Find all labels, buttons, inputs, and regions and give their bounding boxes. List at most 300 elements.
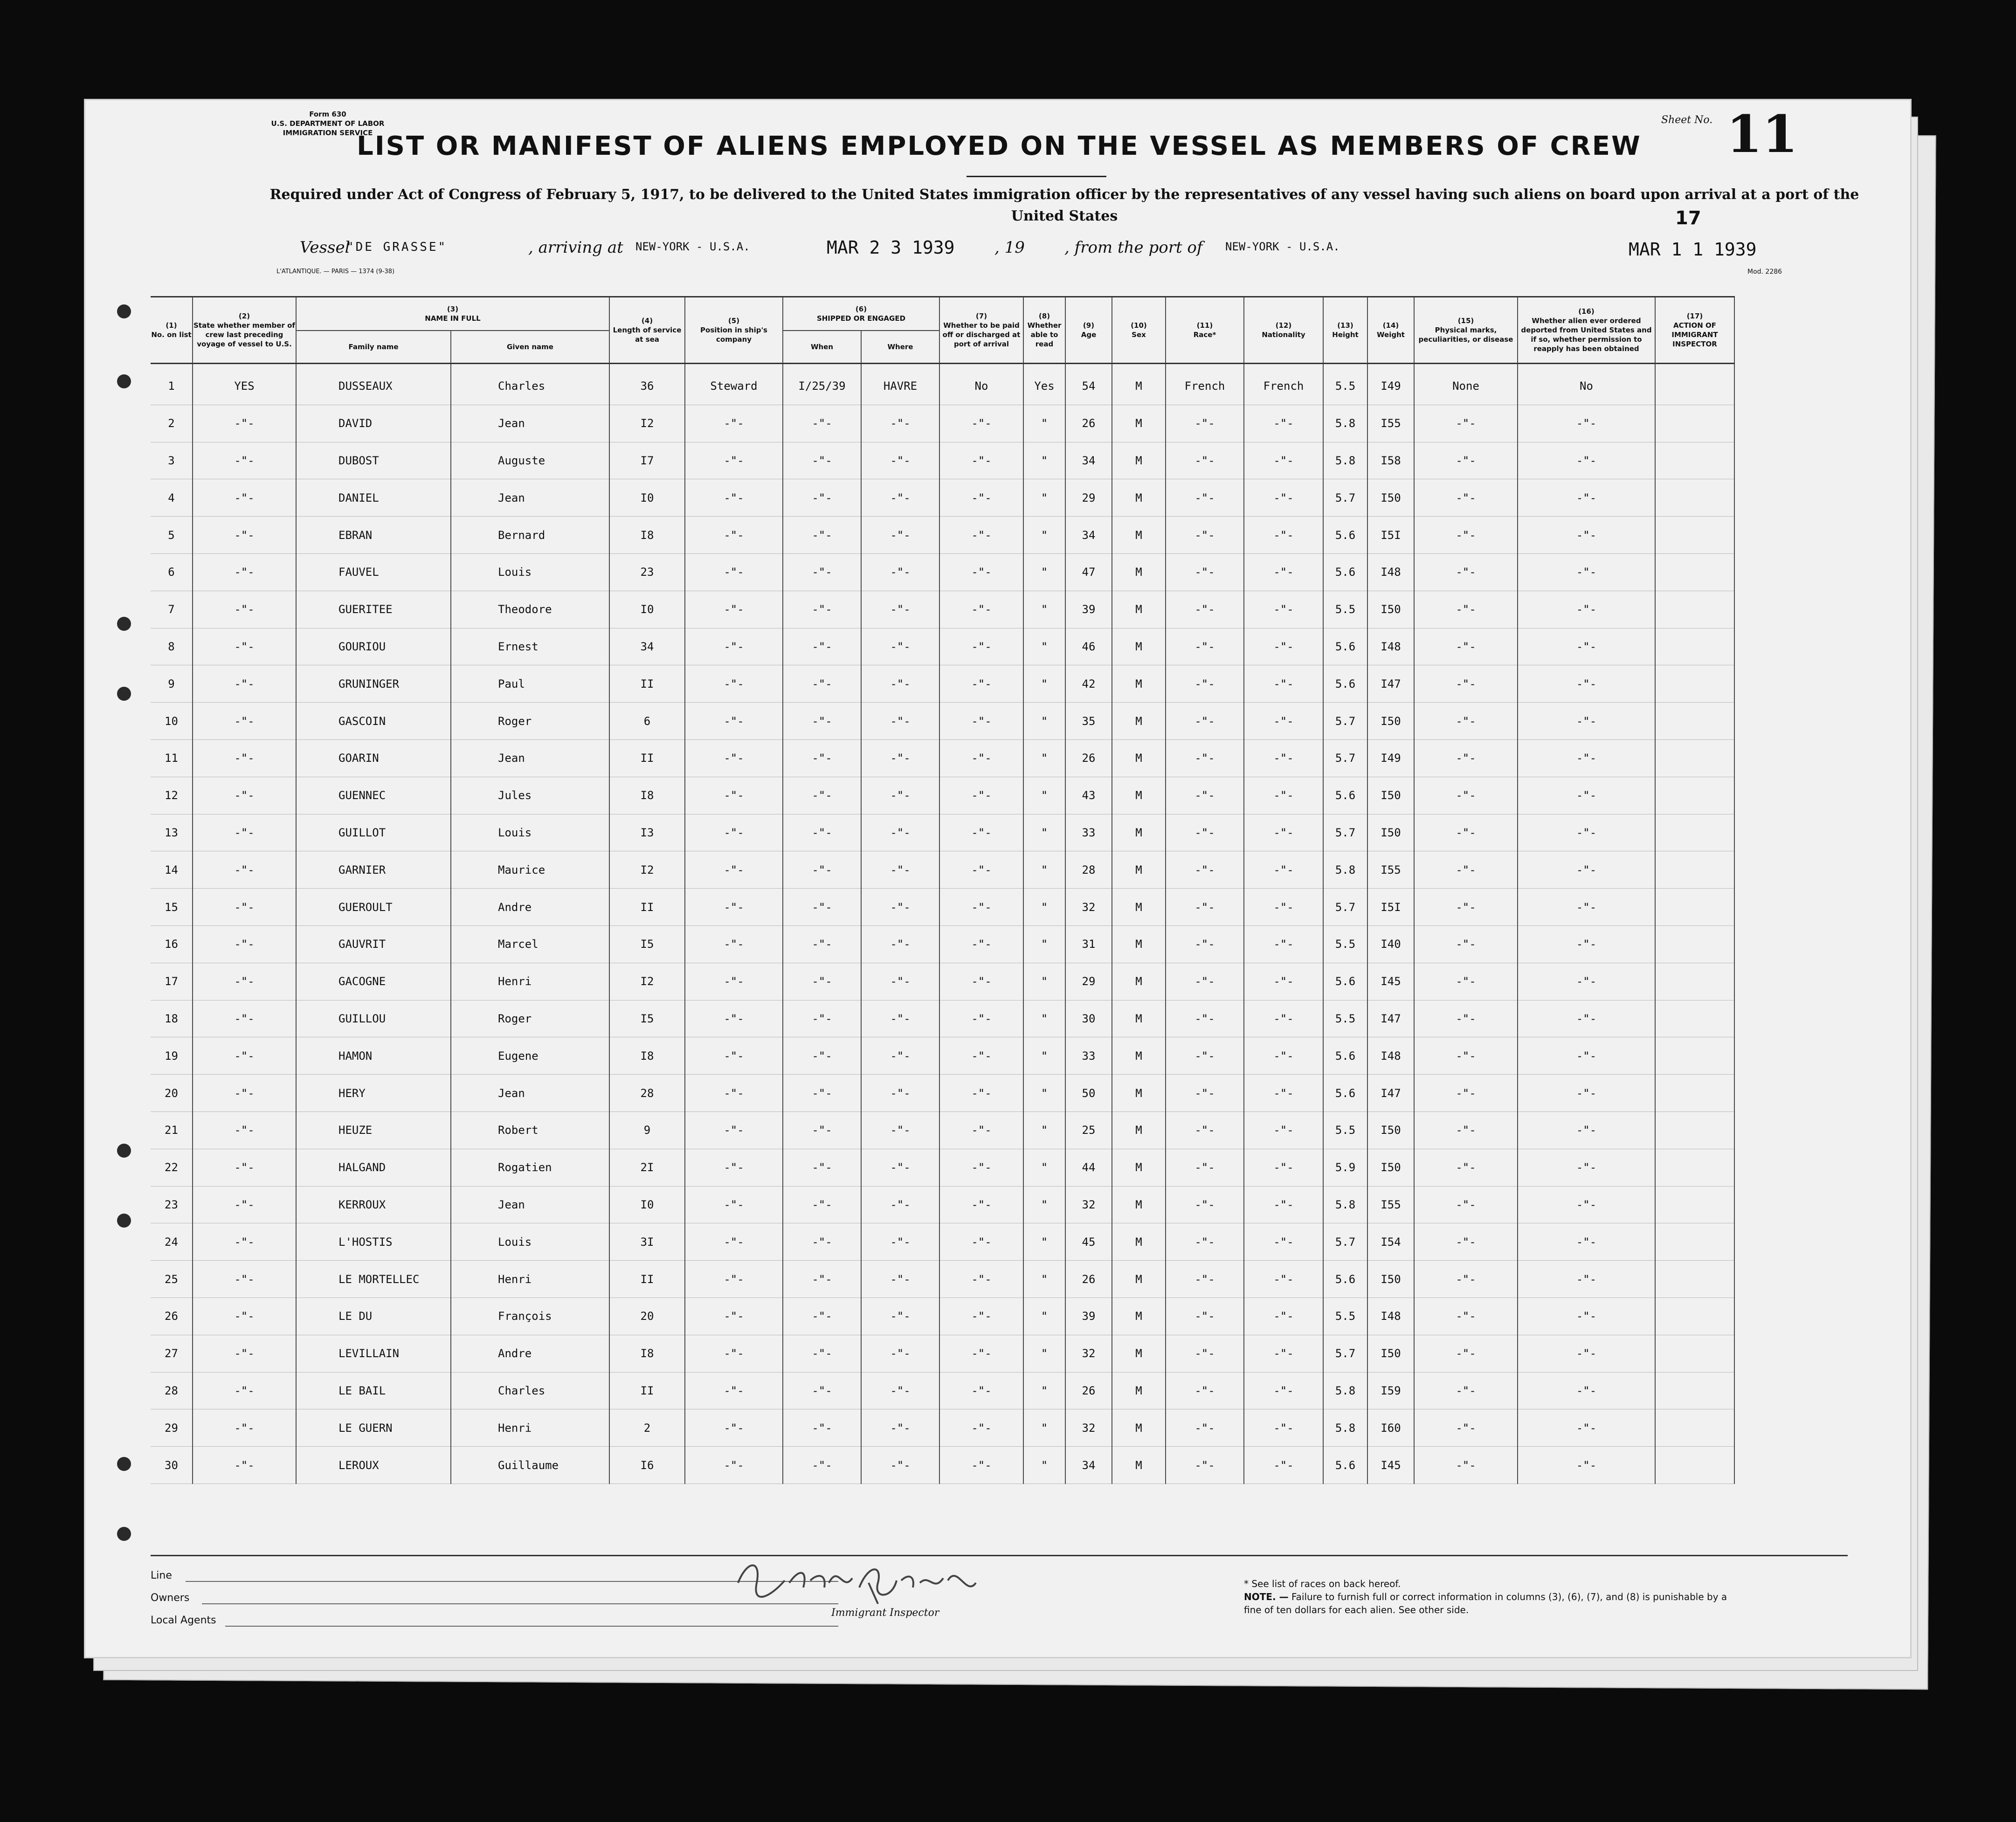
table-row xyxy=(151,517,1734,554)
position-cell: -"- xyxy=(685,442,783,479)
position-cell: -"- xyxy=(685,1075,783,1112)
sex-cell: M xyxy=(1112,889,1166,926)
shipped-when-cell: -"- xyxy=(783,1409,861,1447)
physical-marks-cell: -"- xyxy=(1414,1149,1518,1186)
header-nationality: (12) Nationality xyxy=(1244,297,1323,364)
weight-cell: I45 xyxy=(1367,1447,1414,1484)
shipped-where-cell: -"- xyxy=(861,851,939,889)
punch-hole xyxy=(117,617,131,631)
paid-off-cell: -"- xyxy=(939,925,1023,963)
shipped-when-cell: -"- xyxy=(783,591,861,628)
shipped-where-cell: -"- xyxy=(861,1447,939,1484)
weight-cell: I55 xyxy=(1367,405,1414,442)
nationality-cell: -"- xyxy=(1244,517,1323,554)
previous-voyage-cell: -"- xyxy=(193,851,296,889)
weight-cell: I5I xyxy=(1367,889,1414,926)
physical-marks-cell: None xyxy=(1414,364,1518,405)
height-cell: 5.7 xyxy=(1323,1223,1367,1261)
nationality-cell: -"- xyxy=(1244,442,1323,479)
deported-cell: -"- xyxy=(1518,1000,1655,1037)
previous-voyage-cell: -"- xyxy=(193,1223,296,1261)
table-row xyxy=(151,628,1734,665)
age-cell: 30 xyxy=(1065,1000,1112,1037)
vessel-label: Vessel xyxy=(300,238,350,257)
sheet-label: Sheet No. xyxy=(1661,114,1713,126)
race-cell: -"- xyxy=(1166,851,1244,889)
position-cell: -"- xyxy=(685,1297,783,1335)
previous-voyage-cell: -"- xyxy=(193,591,296,628)
family-name-cell: GRUNINGER xyxy=(296,665,451,703)
position-cell: -"- xyxy=(685,925,783,963)
able-to-read-cell: " xyxy=(1023,665,1065,703)
sex-cell: M xyxy=(1112,1075,1166,1112)
service-length-cell: I2 xyxy=(609,851,685,889)
height-cell: 5.5 xyxy=(1323,925,1367,963)
position-cell: -"- xyxy=(685,553,783,591)
paid-off-cell: -"- xyxy=(939,1075,1023,1112)
weight-cell: I50 xyxy=(1367,1335,1414,1372)
header-able-to-read: (8) Whether able to read xyxy=(1023,297,1065,364)
sex-cell: M xyxy=(1112,1409,1166,1447)
previous-voyage-cell: -"- xyxy=(193,1297,296,1335)
position-cell: -"- xyxy=(685,777,783,814)
height-cell: 5.6 xyxy=(1323,517,1367,554)
arrival-date-stamp: MAR 2 3 1939 xyxy=(827,237,955,258)
previous-voyage-cell: -"- xyxy=(193,479,296,517)
punch-hole xyxy=(117,1214,131,1228)
table-row xyxy=(151,442,1734,479)
physical-marks-cell: -"- xyxy=(1414,1186,1518,1223)
shipped-when-cell: -"- xyxy=(783,703,861,740)
paid-off-cell: -"- xyxy=(939,1223,1023,1261)
service-length-cell: 36 xyxy=(609,364,685,405)
header-no: (1) No. on list xyxy=(151,297,193,364)
nationality-cell: -"- xyxy=(1244,925,1323,963)
sex-cell: M xyxy=(1112,479,1166,517)
weight-cell: I48 xyxy=(1367,1037,1414,1075)
sex-cell: M xyxy=(1112,925,1166,963)
position-cell: -"- xyxy=(685,889,783,926)
physical-marks-cell: -"- xyxy=(1414,1447,1518,1484)
row-number: 23 xyxy=(151,1186,193,1223)
age-cell: 43 xyxy=(1065,777,1112,814)
given-name-cell: Robert xyxy=(451,1111,609,1149)
race-cell: -"- xyxy=(1166,1297,1244,1335)
deported-cell: -"- xyxy=(1518,963,1655,1000)
deported-cell: -"- xyxy=(1518,1223,1655,1261)
sex-cell: M xyxy=(1112,1111,1166,1149)
inspector-action-cell xyxy=(1655,739,1734,777)
given-name-cell: Louis xyxy=(451,814,609,851)
family-name-cell: GACOGNE xyxy=(296,963,451,1000)
family-name-cell: LE MORTELLEC xyxy=(296,1261,451,1298)
row-number: 9 xyxy=(151,665,193,703)
row-number: 25 xyxy=(151,1261,193,1298)
table-body xyxy=(151,364,1734,1484)
physical-marks-cell: -"- xyxy=(1414,814,1518,851)
arriving-port: NEW-YORK - U.S.A. xyxy=(635,240,750,253)
shipped-where-cell: -"- xyxy=(861,665,939,703)
height-cell: 5.7 xyxy=(1323,739,1367,777)
header-when: When xyxy=(783,331,861,364)
family-name-cell: DAVID xyxy=(296,405,451,442)
nationality-cell: French xyxy=(1244,364,1323,405)
able-to-read-cell: " xyxy=(1023,739,1065,777)
age-cell: 31 xyxy=(1065,925,1112,963)
shipped-when-cell: -"- xyxy=(783,1111,861,1149)
physical-marks-cell: -"- xyxy=(1414,1075,1518,1112)
physical-marks-cell: -"- xyxy=(1414,1335,1518,1372)
age-cell: 26 xyxy=(1065,1261,1112,1298)
header-height: (13) Height xyxy=(1323,297,1367,364)
given-name-cell: Maurice xyxy=(451,851,609,889)
able-to-read-cell: " xyxy=(1023,1186,1065,1223)
age-cell: 26 xyxy=(1065,1372,1112,1409)
position-cell: -"- xyxy=(685,1335,783,1372)
row-number: 26 xyxy=(151,1297,193,1335)
header-sex: (10) Sex xyxy=(1112,297,1166,364)
weight-cell: I47 xyxy=(1367,1075,1414,1112)
race-cell: -"- xyxy=(1166,1037,1244,1075)
local-agents-label: Local Agents xyxy=(151,1615,216,1626)
service-length-cell: 6 xyxy=(609,703,685,740)
shipped-when-cell: -"- xyxy=(783,777,861,814)
inspector-action-cell xyxy=(1655,925,1734,963)
inspector-action-cell xyxy=(1655,1223,1734,1261)
physical-marks-cell: -"- xyxy=(1414,703,1518,740)
weight-cell: I40 xyxy=(1367,925,1414,963)
nationality-cell: -"- xyxy=(1244,851,1323,889)
paid-off-cell: -"- xyxy=(939,591,1023,628)
nationality-cell: -"- xyxy=(1244,703,1323,740)
shipped-where-cell: -"- xyxy=(861,553,939,591)
paid-off-cell: -"- xyxy=(939,889,1023,926)
service-length-cell: 34 xyxy=(609,628,685,665)
shipped-where-cell: -"- xyxy=(861,1409,939,1447)
able-to-read-cell: " xyxy=(1023,1223,1065,1261)
weight-cell: I5I xyxy=(1367,517,1414,554)
physical-marks-cell: -"- xyxy=(1414,553,1518,591)
height-cell: 5.5 xyxy=(1323,1000,1367,1037)
row-number: 19 xyxy=(151,1037,193,1075)
shipped-when-cell: -"- xyxy=(783,1186,861,1223)
service-length-cell: II xyxy=(609,1261,685,1298)
header-length-of-service: (4) Length of service at sea xyxy=(609,297,685,364)
able-to-read-cell: " xyxy=(1023,442,1065,479)
age-cell: 32 xyxy=(1065,1186,1112,1223)
sex-cell: M xyxy=(1112,591,1166,628)
nationality-cell: -"- xyxy=(1244,665,1323,703)
height-cell: 5.8 xyxy=(1323,405,1367,442)
fine-note xyxy=(1244,1590,1733,1616)
inspector-action-cell xyxy=(1655,1186,1734,1223)
able-to-read-cell: " xyxy=(1023,591,1065,628)
row-number: 10 xyxy=(151,703,193,740)
physical-marks-cell: -"- xyxy=(1414,963,1518,1000)
able-to-read-cell: " xyxy=(1023,1000,1065,1037)
age-cell: 34 xyxy=(1065,517,1112,554)
service-length-cell: 2I xyxy=(609,1149,685,1186)
given-name-cell: Louis xyxy=(451,553,609,591)
race-cell: -"- xyxy=(1166,1149,1244,1186)
row-number: 2 xyxy=(151,405,193,442)
paid-off-cell: -"- xyxy=(939,851,1023,889)
row-number: 18 xyxy=(151,1000,193,1037)
weight-cell: I50 xyxy=(1367,479,1414,517)
table-row xyxy=(151,665,1734,703)
able-to-read-cell: " xyxy=(1023,777,1065,814)
deported-cell: -"- xyxy=(1518,1335,1655,1372)
weight-cell: I60 xyxy=(1367,1409,1414,1447)
nationality-cell: -"- xyxy=(1244,739,1323,777)
previous-voyage-cell: -"- xyxy=(193,1372,296,1409)
deported-cell: -"- xyxy=(1518,703,1655,740)
previous-voyage-cell: -"- xyxy=(193,1000,296,1037)
able-to-read-cell: " xyxy=(1023,628,1065,665)
vessel-line xyxy=(300,207,1838,262)
inspector-action-cell xyxy=(1655,405,1734,442)
row-number: 30 xyxy=(151,1447,193,1484)
height-cell: 5.8 xyxy=(1323,442,1367,479)
arriving-label: , arriving at xyxy=(528,238,623,257)
given-name-cell: Jean xyxy=(451,739,609,777)
height-cell: 5.7 xyxy=(1323,814,1367,851)
able-to-read-cell: " xyxy=(1023,1447,1065,1484)
inspector-action-cell xyxy=(1655,1297,1734,1335)
height-cell: 5.7 xyxy=(1323,889,1367,926)
position-cell: -"- xyxy=(685,1149,783,1186)
service-length-cell: I2 xyxy=(609,405,685,442)
position-cell: -"- xyxy=(685,1000,783,1037)
nationality-cell: -"- xyxy=(1244,963,1323,1000)
shipped-when-cell: -"- xyxy=(783,1037,861,1075)
table-row xyxy=(151,479,1734,517)
header-paid-off: (7) Whether to be paid off or discharged at port of arrival xyxy=(939,297,1023,364)
given-name-cell: Jules xyxy=(451,777,609,814)
height-cell: 5.8 xyxy=(1323,1372,1367,1409)
position-cell: -"- xyxy=(685,1372,783,1409)
row-number: 12 xyxy=(151,777,193,814)
family-name-cell: GOARIN xyxy=(296,739,451,777)
deported-cell: -"- xyxy=(1518,479,1655,517)
table-row xyxy=(151,1037,1734,1075)
physical-marks-cell: -"- xyxy=(1414,517,1518,554)
table-row xyxy=(151,1111,1734,1149)
shipped-when-cell: -"- xyxy=(783,889,861,926)
paid-off-cell: -"- xyxy=(939,1186,1023,1223)
shipped-when-cell: -"- xyxy=(783,1297,861,1335)
service-length-cell: 23 xyxy=(609,553,685,591)
sex-cell: M xyxy=(1112,1186,1166,1223)
sex-cell: M xyxy=(1112,442,1166,479)
race-cell: -"- xyxy=(1166,1186,1244,1223)
header-weight: (14) Weight xyxy=(1367,297,1414,364)
deported-cell: -"- xyxy=(1518,665,1655,703)
weight-cell: I59 xyxy=(1367,1372,1414,1409)
service-length-cell: II xyxy=(609,1372,685,1409)
able-to-read-cell: " xyxy=(1023,1075,1065,1112)
given-name-cell: Paul xyxy=(451,665,609,703)
height-cell: 5.6 xyxy=(1323,777,1367,814)
deported-cell: -"- xyxy=(1518,553,1655,591)
owners-label: Owners xyxy=(151,1592,190,1604)
shipped-when-cell: -"- xyxy=(783,405,861,442)
shipped-where-cell: -"- xyxy=(861,777,939,814)
weight-cell: I55 xyxy=(1367,1186,1414,1223)
previous-voyage-cell: -"- xyxy=(193,1335,296,1372)
row-number: 28 xyxy=(151,1372,193,1409)
height-cell: 5.6 xyxy=(1323,665,1367,703)
family-name-cell: GUILLOT xyxy=(296,814,451,851)
service-length-cell: I5 xyxy=(609,1000,685,1037)
service-length-cell: I8 xyxy=(609,777,685,814)
inspector-action-cell xyxy=(1655,777,1734,814)
shipped-where-cell: -"- xyxy=(861,628,939,665)
age-cell: 46 xyxy=(1065,628,1112,665)
table-row xyxy=(151,1075,1734,1112)
shipped-where-cell: -"- xyxy=(861,1335,939,1372)
previous-voyage-cell: -"- xyxy=(193,889,296,926)
shipped-where-cell: -"- xyxy=(861,814,939,851)
header-age: (9) Age xyxy=(1065,297,1112,364)
row-number: 27 xyxy=(151,1335,193,1372)
physical-marks-cell: -"- xyxy=(1414,1297,1518,1335)
service-length-cell: I6 xyxy=(609,1447,685,1484)
able-to-read-cell: " xyxy=(1023,925,1065,963)
able-to-read-cell: " xyxy=(1023,1372,1065,1409)
deported-cell: -"- xyxy=(1518,1037,1655,1075)
height-cell: 5.7 xyxy=(1323,703,1367,740)
previous-voyage-cell: -"- xyxy=(193,814,296,851)
sex-cell: M xyxy=(1112,777,1166,814)
height-cell: 5.5 xyxy=(1323,364,1367,405)
age-cell: 25 xyxy=(1065,1111,1112,1149)
weight-cell: I48 xyxy=(1367,628,1414,665)
sex-cell: M xyxy=(1112,1149,1166,1186)
sheet-number: 11 xyxy=(1726,104,1798,164)
paid-off-cell: No xyxy=(939,364,1023,405)
race-cell: -"- xyxy=(1166,1223,1244,1261)
note-text: Failure to furnish full or correct information in columns (3), (6), (7), and (8) is punishable by a fine of ten dollars for each alien. See other side. xyxy=(1244,1591,1727,1615)
department-name: U.S. DEPARTMENT OF LABOR xyxy=(271,119,385,128)
nationality-cell: -"- xyxy=(1244,1409,1323,1447)
shipped-when-cell: -"- xyxy=(783,851,861,889)
row-number: 17 xyxy=(151,963,193,1000)
nationality-cell: -"- xyxy=(1244,1111,1323,1149)
table-row xyxy=(151,1261,1734,1298)
position-cell: -"- xyxy=(685,517,783,554)
sex-cell: M xyxy=(1112,739,1166,777)
deported-cell: -"- xyxy=(1518,591,1655,628)
weight-cell: I50 xyxy=(1367,1149,1414,1186)
shipped-when-cell: -"- xyxy=(783,442,861,479)
paid-off-cell: -"- xyxy=(939,517,1023,554)
table-row xyxy=(151,777,1734,814)
previous-voyage-cell: -"- xyxy=(193,739,296,777)
physical-marks-cell: -"- xyxy=(1414,1372,1518,1409)
header-where: Where xyxy=(861,331,939,364)
shipped-where-cell: -"- xyxy=(861,1149,939,1186)
race-cell: -"- xyxy=(1166,591,1244,628)
nationality-cell: -"- xyxy=(1244,1297,1323,1335)
sex-cell: M xyxy=(1112,665,1166,703)
crew-manifest-table xyxy=(151,296,1735,1484)
race-cell: French xyxy=(1166,364,1244,405)
service-length-cell: I5 xyxy=(609,925,685,963)
sex-cell: M xyxy=(1112,851,1166,889)
family-name-cell: GUERITEE xyxy=(296,591,451,628)
inspector-action-cell xyxy=(1655,442,1734,479)
weight-cell: I47 xyxy=(1367,665,1414,703)
weight-cell: I45 xyxy=(1367,963,1414,1000)
age-cell: 34 xyxy=(1065,442,1112,479)
service-length-cell: I0 xyxy=(609,591,685,628)
row-number: 20 xyxy=(151,1075,193,1112)
sex-cell: M xyxy=(1112,703,1166,740)
weight-cell: I50 xyxy=(1367,1111,1414,1149)
nationality-cell: -"- xyxy=(1244,1037,1323,1075)
given-name-cell: Andre xyxy=(451,1335,609,1372)
row-number: 1 xyxy=(151,364,193,405)
able-to-read-cell: " xyxy=(1023,703,1065,740)
local-agents-field xyxy=(225,1626,838,1627)
age-cell: 32 xyxy=(1065,1335,1112,1372)
able-to-read-cell: " xyxy=(1023,1261,1065,1298)
physical-marks-cell: -"- xyxy=(1414,1223,1518,1261)
physical-marks-cell: -"- xyxy=(1414,1111,1518,1149)
physical-marks-cell: -"- xyxy=(1414,479,1518,517)
sex-cell: M xyxy=(1112,628,1166,665)
shipped-where-cell: -"- xyxy=(861,479,939,517)
shipped-where-cell: -"- xyxy=(861,1075,939,1112)
family-name-cell: KERROUX xyxy=(296,1186,451,1223)
able-to-read-cell: " xyxy=(1023,1409,1065,1447)
table-row xyxy=(151,889,1734,926)
previous-voyage-cell: -"- xyxy=(193,517,296,554)
row-number: 15 xyxy=(151,889,193,926)
nationality-cell: -"- xyxy=(1244,777,1323,814)
previous-voyage-cell: -"- xyxy=(193,1037,296,1075)
inspector-signature xyxy=(729,1555,1018,1606)
nationality-cell: -"- xyxy=(1244,628,1323,665)
given-name-cell: Roger xyxy=(451,703,609,740)
deported-cell: -"- xyxy=(1518,1111,1655,1149)
family-name-cell: LE DU xyxy=(296,1297,451,1335)
inspector-action-cell xyxy=(1655,963,1734,1000)
header-race: (11) Race* xyxy=(1166,297,1244,364)
sex-cell: M xyxy=(1112,1372,1166,1409)
shipped-where-cell: -"- xyxy=(861,925,939,963)
paid-off-cell: -"- xyxy=(939,703,1023,740)
given-name-cell: Andre xyxy=(451,889,609,926)
table-row xyxy=(151,1297,1734,1335)
given-name-cell: Louis xyxy=(451,1223,609,1261)
shipped-where-cell: -"- xyxy=(861,517,939,554)
vessel-name: "DE GRASSE" xyxy=(346,240,448,254)
service-length-cell: 9 xyxy=(609,1111,685,1149)
family-name-cell: GUEROULT xyxy=(296,889,451,926)
physical-marks-cell: -"- xyxy=(1414,665,1518,703)
nationality-cell: -"- xyxy=(1244,1335,1323,1372)
shipped-when-cell: -"- xyxy=(783,665,861,703)
physical-marks-cell: -"- xyxy=(1414,739,1518,777)
given-name-cell: Charles xyxy=(451,1372,609,1409)
weight-cell: I50 xyxy=(1367,703,1414,740)
row-number: 4 xyxy=(151,479,193,517)
shipped-when-cell: -"- xyxy=(783,925,861,963)
position-cell: -"- xyxy=(685,628,783,665)
given-name-cell: Jean xyxy=(451,1075,609,1112)
